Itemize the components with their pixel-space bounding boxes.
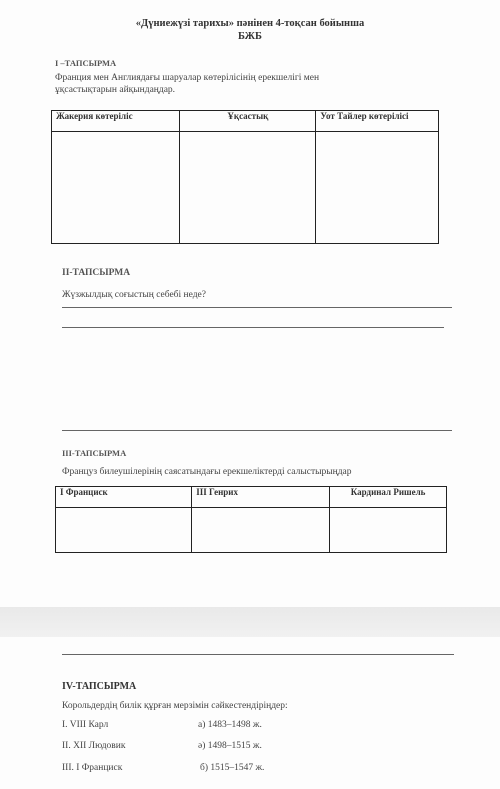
task2-question: Жүзжылдық соғыстың себебі неде? [62, 290, 206, 300]
answer-line [62, 307, 452, 308]
answer-line [62, 654, 454, 655]
task1-text-line2: ұқсастықтарын айқындаңдар. [55, 85, 176, 95]
task1-answer-cell[interactable] [180, 132, 316, 244]
answer-line [62, 327, 444, 328]
task3-answer-cell[interactable] [192, 508, 330, 553]
task3-answer-cell[interactable] [330, 508, 447, 553]
task1-table [51, 110, 439, 244]
task4-text: Корольдердің билік құрған мерзімін сәйкестендіріңдер: [62, 701, 288, 711]
match-left-item: II. XII Людовик [62, 741, 126, 751]
task3-text: Француз билеушілерінің саясатындағы ерекшеліктерді салыстырыңдар [62, 467, 352, 477]
task3-answer-cell[interactable] [56, 508, 192, 553]
task2-heading: II-ТАПСЫРМА [62, 268, 131, 278]
document-title: «Дүниежүзі тарихы» пәнінен 4-тоқсан бойынша [135, 18, 365, 29]
match-left-item: III. I Франциск [62, 763, 123, 773]
task3-col-header: I Франциск [56, 487, 192, 508]
task1-col-header: Ұқсастық [180, 111, 316, 132]
document-subtitle: БЖБ [237, 31, 262, 42]
task3-heading: III-ТАПСЫРМА [62, 448, 127, 458]
match-left-item: I. VIII Карл [62, 720, 109, 730]
task1-heading: I –ТАПСЫРМА [55, 58, 117, 68]
task1-col-header: Жакерия көтеріліс [52, 111, 180, 132]
page-gap [0, 607, 500, 637]
match-right-item: б) 1515–1547 ж. [200, 763, 265, 773]
match-right-item: ә) 1498–1515 ж. [198, 741, 262, 751]
task1-text-line1: Франция мен Англиядағы шаруалар көтерілісінің ерекшелігі мен [55, 73, 320, 83]
task4-heading: IV-ТАПСЫРМА [62, 681, 137, 692]
task1-answer-cell[interactable] [52, 132, 180, 244]
task3-col-header: III Генрих [192, 487, 330, 508]
task3-col-header: Кардинал Ришель [330, 487, 447, 508]
task1-col-header: Уот Тайлер көтерілісі [316, 111, 439, 132]
task1-answer-cell[interactable] [316, 132, 439, 244]
match-right-item: а) 1483–1498 ж. [198, 720, 262, 730]
answer-line [62, 430, 452, 431]
task3-table [55, 486, 447, 553]
